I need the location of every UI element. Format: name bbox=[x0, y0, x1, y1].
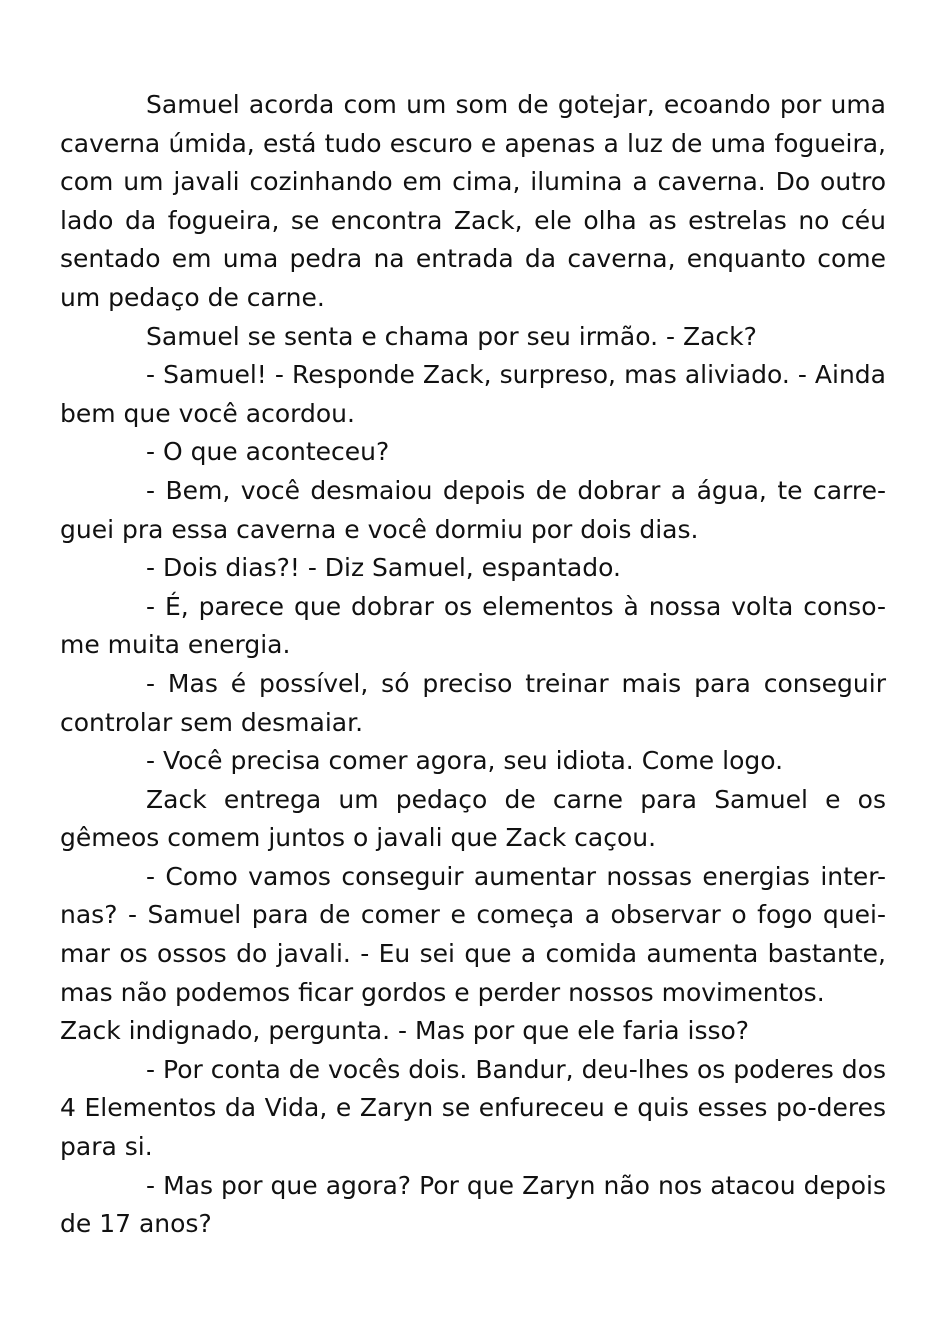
paragraph: - Dois dias?! - Diz Samuel, espantado. bbox=[146, 553, 621, 583]
paragraph: Samuel se senta e chama por seu irmão. - Zack? bbox=[146, 321, 757, 351]
paragraph: Samuel acorda com um som de gotejar, ecoando por uma caverna úmida, está tudo escuro e apenas a luz de uma fogueira, com um javali cozinhando em cima, ilumina a caverna. Do outro lado da fogueira, se encontra Zack, ele olha as estrelas no céu sentado em uma pedra na entrada da caverna, enquanto come um pedaço de carne. bbox=[60, 90, 886, 312]
paragraph: Zack indignado, pergunta. - Mas por que ele faria isso? bbox=[60, 1016, 750, 1046]
paragraph: - Como vamos conseguir aumentar nossas energias inter-nas? - Samuel para de comer e começa a observar o fogo quei-mar os ossos do javali. - Eu sei que a comida aumenta bastante, mas não podemos ficar gordos e perder nossos movimentos. bbox=[60, 861, 886, 1007]
paragraph: - Mas por que agora? Por que Zaryn não nos atacou depois de 17 anos? bbox=[60, 1170, 886, 1239]
paragraph: - Por conta de vocês dois. Bandur, deu-lhes os poderes dos 4 Elementos da Vida, e Zaryn se enfureceu e quis esses po-deres para si. bbox=[60, 1054, 886, 1162]
paragraph: - O que aconteceu? bbox=[146, 437, 390, 467]
paragraph: Zack entrega um pedaço de carne para Samuel e os gêmeos comem juntos o javali que Zack caçou. bbox=[60, 784, 886, 853]
paragraph: - Mas é possível, só preciso treinar mais para conseguir controlar sem desmaiar. bbox=[60, 668, 886, 737]
paragraph: - Bem, você desmaiou depois de dobrar a água, te carre-guei pra essa caverna e você dormiu por dois dias. bbox=[60, 475, 886, 544]
paragraph: - Você precisa comer agora, seu idiota. Come logo. bbox=[146, 746, 784, 776]
story-text bbox=[60, 86, 886, 1244]
paragraph: - É, parece que dobrar os elementos à nossa volta conso-me muita energia. bbox=[60, 591, 886, 660]
paragraph: - Samuel! - Responde Zack, surpreso, mas aliviado. - Ainda bem que você acordou. bbox=[60, 360, 886, 428]
